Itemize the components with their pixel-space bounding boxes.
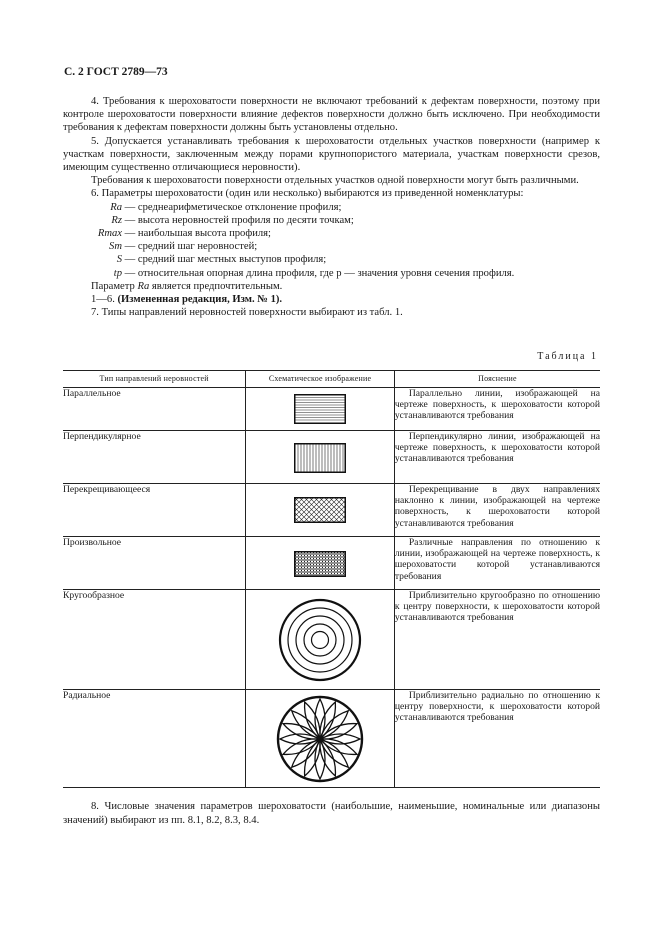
table-row [63, 431, 600, 484]
crosshatch-icon [294, 497, 346, 523]
explanation-text: Приблизительно кругообразно по отношению к центру поверхности, к шероховатости которой устанавливаются требования [394, 590, 600, 624]
schematic-cell [246, 690, 395, 788]
param-text: — относительная опорная длина профиля, где p — значения уровня сечения профиля. [124, 267, 515, 279]
preferred-text-b: является предпочтительным. [149, 280, 283, 292]
revision-range: 1—6. [91, 294, 118, 306]
param-symbol: Sm [109, 241, 122, 253]
explanation-text: Перпендикулярно линии, изображающей на чертеже поверхность, к шероховатости которой устанавливаются требования [394, 431, 600, 465]
param-text: — наибольшая высота профиля; [124, 228, 271, 240]
table-row [63, 690, 600, 788]
param-text: — высота неровностей профиля по десяти точкам; [124, 214, 354, 226]
schematic-cell [246, 431, 395, 484]
explanation [394, 590, 600, 690]
param-symbol: S [116, 254, 122, 266]
column-header: Схематическое изображение [246, 371, 395, 388]
explanation [394, 537, 600, 590]
direction-type: Перпендикулярное [63, 431, 246, 484]
footer-paragraph [63, 800, 600, 827]
page-header: С. 2 ГОСТ 2789—73 [64, 66, 168, 78]
param-item [63, 253, 600, 266]
radial-rosette-icon [275, 694, 365, 784]
param-item [63, 267, 600, 280]
param-symbol: tp [113, 267, 122, 279]
paragraph-5: 5. Допускается устанавливать требования к шероховатости отдельных участков поверхности (например к участкам поверхности, заключенным между порами крупнопористого материала, участкам поверхности срезов, имеющим существенно отличающиеся неровности). [63, 135, 600, 174]
preferred-text-a: Параметр [91, 280, 138, 292]
param-item [63, 240, 600, 253]
param-symbol: Rz [111, 214, 122, 226]
body-text [63, 95, 600, 319]
direction-type: Радиальное [63, 690, 246, 788]
direction-type: Перекрещивающееся [63, 484, 246, 537]
explanation-text: Перекрещивание в двух направлениях наклонно к линии, изображающей на чертеже поверхность, к шероховатости которой устанавливаются требования [394, 484, 600, 529]
param-symbol: Ra [110, 201, 122, 213]
paragraph-8: 8. Числовые значения параметров шероховатости (наибольшие, наименьшие, номинальные или диапазоны значений) выбирают из пп. 8.1, 8.2, 8.3, 8.4. [63, 801, 600, 826]
explanation-text: Параллельно линии, изображающей на чертеже поверхность, к шероховатости которой устанавливаются требования [394, 388, 600, 422]
param-item [63, 214, 600, 227]
parallel-lines-icon [294, 394, 346, 424]
direction-type: Произвольное [63, 537, 246, 590]
paragraph-5-continued: Требования к шероховатости поверхности отдельных участков одной поверхности могут быть различными. [91, 175, 579, 187]
preferred-param [63, 280, 600, 293]
explanation [394, 431, 600, 484]
direction-type: Кругообразное [63, 590, 246, 690]
column-header: Тип направлений неровностей [63, 371, 246, 388]
revision-label: (Измененная редакция, Изм. № 1). [117, 294, 283, 306]
perpendicular-lines-icon [294, 443, 346, 473]
schematic-cell [246, 590, 395, 690]
roughness-direction-table [63, 370, 600, 788]
explanation [394, 388, 600, 431]
explanation-text: Приблизительно радиально по отношению к центру поверхности, к шероховатости которой устанавливаются требования [394, 690, 600, 724]
table-caption: Таблица 1 [537, 351, 598, 362]
param-text: — средний шаг местных выступов профиля; [124, 254, 327, 266]
concentric-circles-icon [278, 598, 362, 682]
param-text: — среднеарифметическое отклонение профиля; [124, 201, 342, 213]
explanation [394, 690, 600, 788]
random-pattern-icon [294, 551, 346, 577]
column-header: Пояснение [394, 371, 600, 388]
schematic-cell [246, 537, 395, 590]
schematic-cell [246, 484, 395, 537]
paragraph-7: 7. Типы направлений неровностей поверхности выбирают из табл. 1. [91, 307, 403, 319]
schematic-cell [246, 388, 395, 431]
table-row [63, 590, 600, 690]
table-header-row [63, 371, 600, 388]
direction-type: Параллельное [63, 388, 246, 431]
explanation [394, 484, 600, 537]
param-symbol: Rmax [97, 228, 122, 240]
param-item [63, 201, 600, 214]
explanation-text: Различные направления по отношению к линии, изображающей на чертеже поверхность, к шероховатости которой устанавливаются требования [394, 537, 600, 582]
param-text: — средний шаг неровностей; [124, 241, 258, 253]
paragraph-4: 4. Требования к шероховатости поверхности не включают требований к дефектам поверхности, поэтому при контроле шероховатости поверхности влияние дефектов поверхности должно быть исключено. При необходимости требования к дефектам поверхности должны быть установлены отдельно. [63, 96, 600, 134]
preferred-symbol: Ra [137, 280, 150, 292]
revision-note [63, 293, 600, 306]
table-row [63, 388, 600, 431]
param-item [63, 227, 600, 240]
paragraph-6: 6. Параметры шероховатости (один или несколько) выбираются из приведенной номенклатуры: [91, 188, 524, 200]
table-row [63, 484, 600, 537]
table-row [63, 537, 600, 590]
